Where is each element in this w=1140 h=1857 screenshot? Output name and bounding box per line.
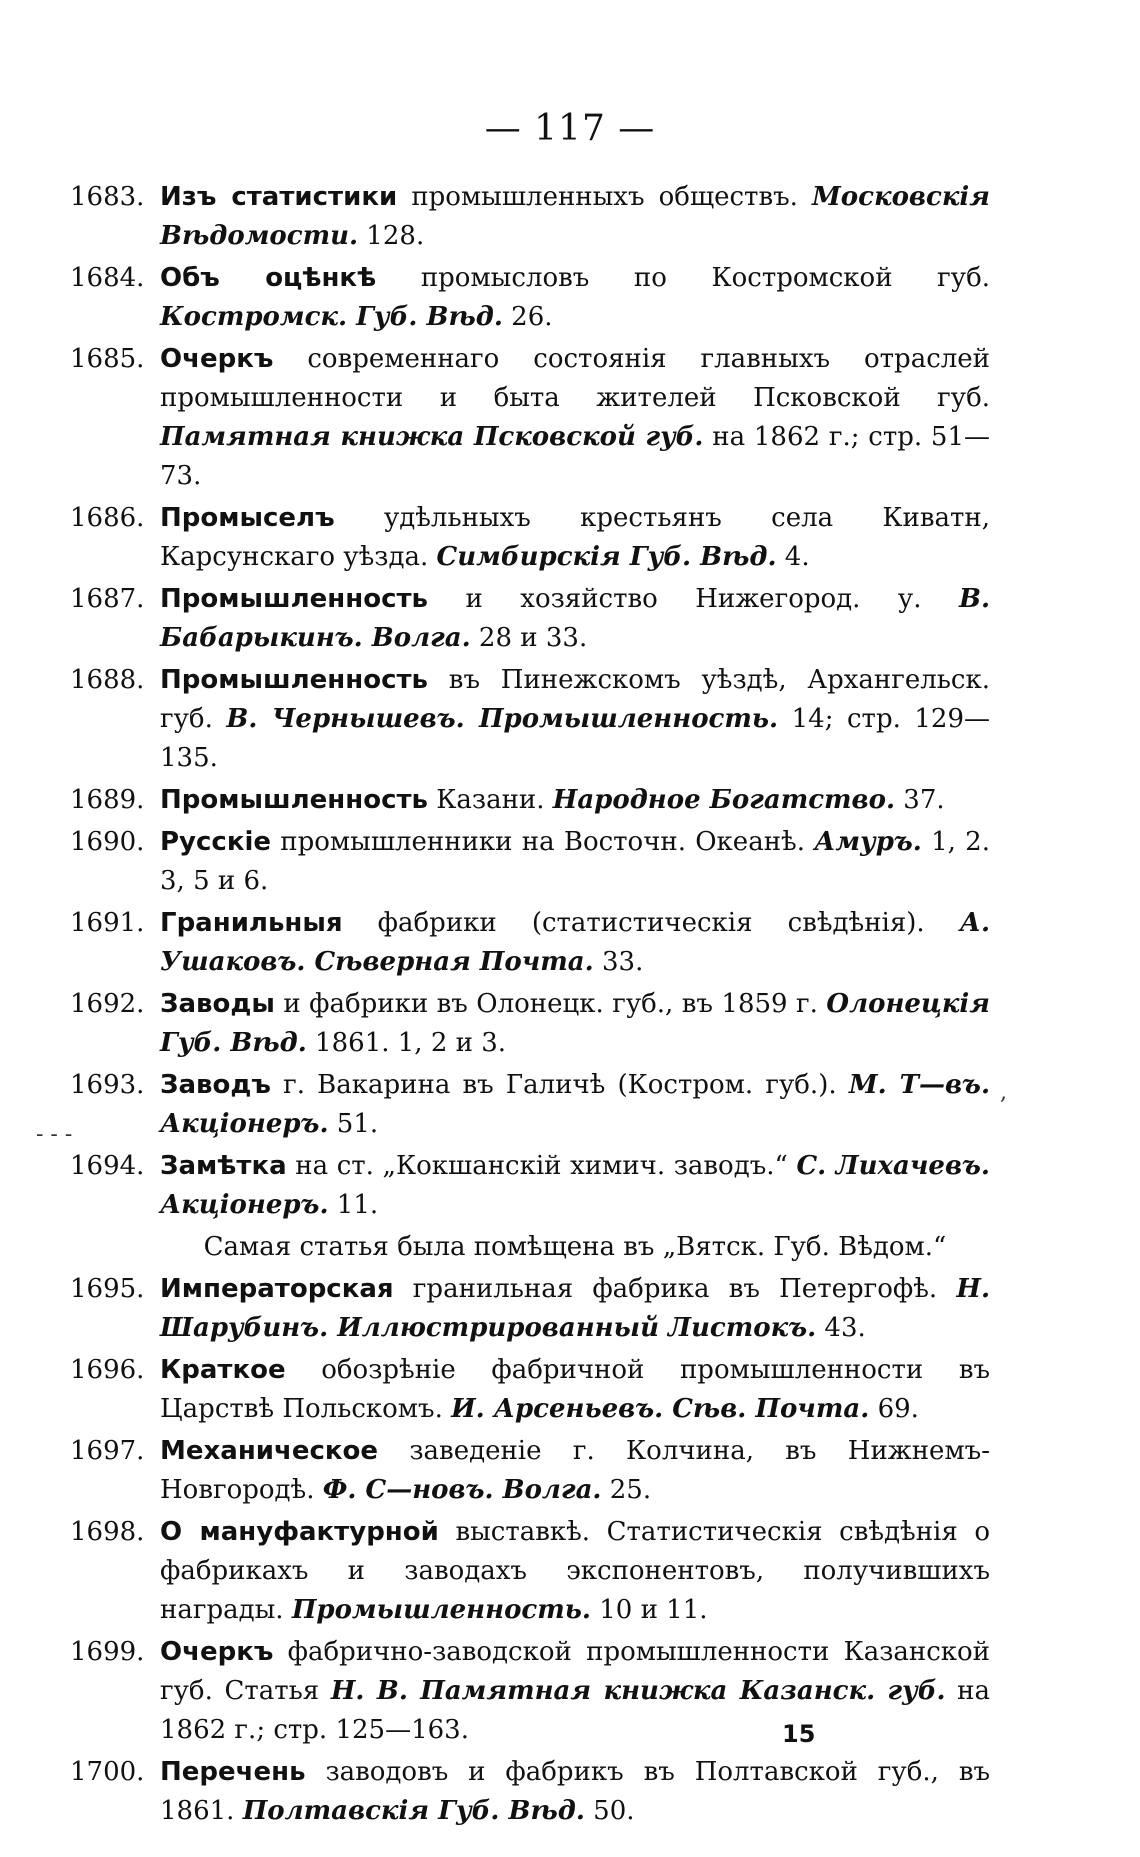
entry-text: удѣльныхъ крестьянъ села Киватн, Карсунскаго уѣзда. <box>160 503 990 572</box>
entry-source: Н. В. Памятная книжка Казанск. губ. <box>330 1676 946 1706</box>
entry-text: г. Вакарина въ Галичѣ (Костром. губ.). <box>270 1070 849 1100</box>
entry-note: Самая статья была помѣщена въ „Вятск. Губ. Вѣдом.“ <box>203 1232 947 1262</box>
entry-text: промышленники на Восточн. Океанѣ. <box>271 827 815 857</box>
entry-text: заводовъ и фабрикъ въ Полтавской губ., въ 1861. <box>160 1757 990 1826</box>
entry-text: гранильная фабрика въ Петергофѣ. <box>393 1274 957 1304</box>
entry-number: 1686. <box>70 503 145 533</box>
bibliography-entry <box>70 1066 990 1144</box>
entry-source: И. Арсеньевъ. Сѣв. Почта. <box>451 1394 870 1424</box>
bibliography-entry <box>70 499 990 577</box>
entry-number: 1700. <box>70 1757 145 1787</box>
bibliography-entry <box>70 1147 990 1225</box>
entry-text: и хозяйство Нижегород. у. <box>428 584 959 614</box>
entry-text: и фабрики въ Олонецк. губ., въ 1859 г. <box>274 989 827 1019</box>
entry-source: Народное Богатство. <box>552 785 896 815</box>
entry-number: 1684. <box>70 263 145 293</box>
entry-issue: 43. <box>816 1313 866 1343</box>
entry-number: 1692. <box>70 989 145 1019</box>
entry-text: на ст. „Кокшанскій химич. заводъ.“ <box>286 1151 797 1181</box>
entry-issue: 14; стр. 129—135. <box>160 704 990 773</box>
entry-heading: Промыселъ <box>160 503 335 533</box>
entry-source: В. Бабарыкинъ. Волга. <box>160 584 990 653</box>
entry-source: А. Ушаковъ. Сѣверная Почта. <box>160 908 990 977</box>
entry-source: Н. Шарубинъ. Иллюстрированный Листокъ. <box>160 1274 990 1343</box>
entry-text: обозрѣніе фабричной промышленности въ Царствѣ Польскомъ. <box>160 1355 990 1424</box>
printer-signature: 15 <box>782 1720 816 1748</box>
entry-number: 1683. <box>70 182 145 212</box>
entry-heading: Гранильныя <box>160 908 343 938</box>
entry-heading: Замѣтка <box>160 1151 287 1181</box>
entry-number: 1699. <box>70 1637 145 1667</box>
entry-text: въ Пинежскомъ уѣздѣ, Архангельск. губ. <box>160 665 990 734</box>
entry-heading: Механическое <box>160 1436 379 1466</box>
entry-source: Памятная книжка Псковской губ. <box>160 422 704 452</box>
entry-issue: 33. <box>593 947 644 977</box>
entry-heading: Промышленность <box>160 584 428 614</box>
entry-source: Полтавскія Губ. Вѣд. <box>242 1796 585 1826</box>
entry-heading: Заводъ <box>160 1070 271 1100</box>
entry-heading: Изъ статистики <box>160 182 398 212</box>
entry-source: Олонецкія Губ. Вѣд. <box>160 989 990 1058</box>
bibliography-entry <box>70 661 990 778</box>
margin-dash-mark: - - - <box>36 1122 73 1147</box>
entry-heading: Русскіе <box>160 827 272 857</box>
entry-heading: Заводы <box>160 989 275 1019</box>
bibliography-entry <box>70 340 990 496</box>
entry-issue: на 1862 г.; стр. 51—73. <box>160 422 990 491</box>
bibliography-entry <box>70 985 990 1063</box>
entry-number: 1697. <box>70 1436 145 1466</box>
entry-number: 1698. <box>70 1517 145 1547</box>
entry-text: промысловъ по Костромской губ. <box>376 263 990 293</box>
entry-number: 1685. <box>70 344 145 374</box>
entry-issue: 11. <box>328 1190 379 1220</box>
entry-source: Амуръ. <box>814 827 922 857</box>
entry-text: промышленныхъ обществъ. <box>397 182 813 212</box>
entry-issue: 10 и 11. <box>590 1595 708 1625</box>
entry-number: 1694. <box>70 1151 145 1181</box>
bibliography-entry <box>70 1432 990 1510</box>
entry-issue: 50. <box>584 1796 635 1826</box>
entry-heading: Промышленность <box>160 785 428 815</box>
entry-source: Московскія Вѣдомости. <box>160 182 990 251</box>
entry-heading: Императорская <box>160 1274 394 1304</box>
entry-source: Ф. С—новъ. Волга. <box>322 1475 602 1505</box>
page-number: — 117 — <box>484 108 656 149</box>
entry-heading: Краткое <box>160 1355 286 1385</box>
entry-number: 1696. <box>70 1355 145 1385</box>
bibliography-list <box>70 178 990 1834</box>
entry-issue: на 1862 г.; стр. 125—163. <box>160 1676 990 1745</box>
entry-number: 1690. <box>70 827 145 857</box>
entry-source: Симбирскія Губ. Вѣд. <box>436 542 777 572</box>
entry-heading: О мануфактурной <box>160 1517 439 1547</box>
bibliography-entry <box>70 823 990 901</box>
entry-text: современнаго состоянія главныхъ отраслей промышленности и быта жителей Псковской губ. <box>160 344 990 413</box>
entry-issue: 28 и 33. <box>470 623 588 653</box>
entry-text: выставкѣ. Статистическія свѣдѣнія о фабрикахъ и заводахъ экспонентовъ, получившихъ награды. <box>160 1517 990 1625</box>
entry-text: фабрики (статистическія свѣдѣнія). <box>342 908 960 938</box>
entry-number: 1689. <box>70 785 145 815</box>
bibliography-entry <box>70 781 990 820</box>
entry-issue: 26. <box>502 302 553 332</box>
entry-issue: 128. <box>358 221 425 251</box>
entry-number: 1695. <box>70 1274 145 1304</box>
entry-issue: 69. <box>869 1394 919 1424</box>
bibliography-entry <box>70 1351 990 1429</box>
bibliography-entry <box>70 1513 990 1630</box>
entry-issue: 1861. 1, 2 и 3. <box>306 1028 507 1058</box>
entry-text: заведеніе г. Колчина, въ Нижнемъ-Новгородѣ. <box>160 1436 990 1505</box>
margin-tick-mark: , <box>1000 1080 1007 1105</box>
entry-number: 1691. <box>70 908 145 938</box>
entry-source: М. Т—въ. Акціонеръ. <box>160 1070 991 1139</box>
entry-source: В. Чернышевъ. Промышленность. <box>226 704 779 734</box>
entry-number: 1687. <box>70 584 145 614</box>
entry-source: Промышленность. <box>291 1595 591 1625</box>
entry-text: фабрично-заводской промышленности Казанской губ. Статья <box>160 1637 990 1706</box>
entry-heading: Промышленность <box>160 665 428 695</box>
entry-source: С. Лихачевъ. Акціонеръ. <box>160 1151 990 1220</box>
bibliography-entry <box>70 259 990 337</box>
entry-issue: 4. <box>776 542 810 572</box>
entry-number: 1688. <box>70 665 145 695</box>
bibliography-entry <box>70 580 990 658</box>
entry-heading: Очеркъ <box>160 1637 274 1667</box>
bibliography-entry <box>70 904 990 982</box>
entry-number: 1693. <box>70 1070 145 1100</box>
entry-heading: Перечень <box>160 1757 306 1787</box>
entry-heading: Очеркъ <box>160 344 274 374</box>
entry-text: Казани. <box>428 785 553 815</box>
bibliography-entry <box>70 1633 990 1750</box>
bibliography-entry <box>70 1270 990 1348</box>
entry-issue: 25. <box>601 1475 652 1505</box>
entry-issue: 1, 2. 3, 5 и 6. <box>160 827 990 896</box>
entry-issue: 51. <box>328 1109 379 1139</box>
bibliography-entry <box>70 1753 990 1831</box>
bibliography-entry <box>70 178 990 256</box>
entry-heading: Объ оцѣнкѣ <box>160 263 377 293</box>
entry-source: Костромск. Губ. Вѣд. <box>160 302 503 332</box>
entry-issue: 37. <box>895 785 945 815</box>
